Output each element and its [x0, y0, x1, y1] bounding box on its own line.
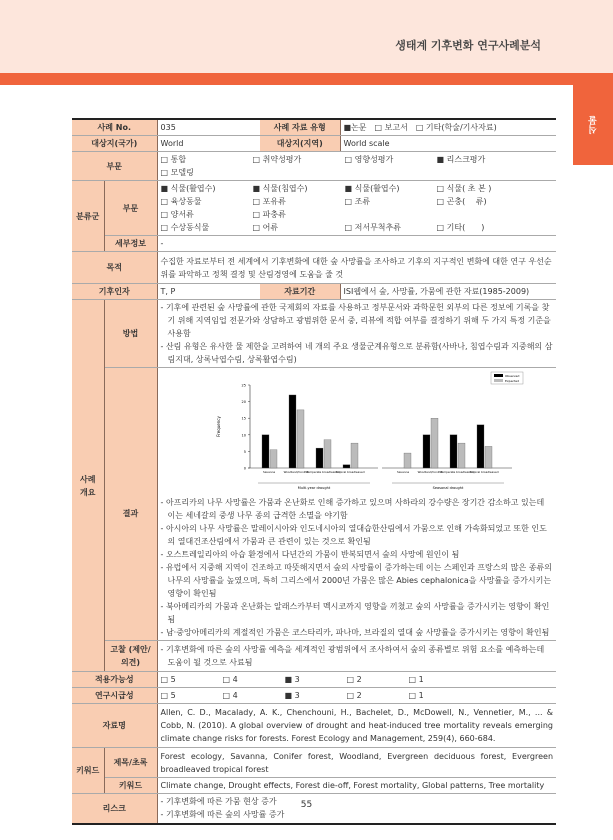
detail-value: - [157, 236, 556, 252]
source-value: Allen, C. D., Macalady, A. K., Chenchouni, H., Bachelet, D., McDowell, N., Vennetier, M., ... & Cobb, N. (2010). A global overview of drought and heat-induced tree mortality reveals emerging climate change risks for forests. Forest Ecology and Management, 259(4), 660-684. [157, 704, 556, 748]
taxon-option[interactable]: □ 식물( 초 본 ) [436, 184, 492, 193]
taxon-option[interactable]: □ 기타( ) [436, 223, 485, 232]
taxon-option[interactable]: □ 수상동식물 [160, 223, 210, 232]
header-title: 생태계 기후변화 연구사례분석 [395, 39, 541, 52]
country-label: 대상지(국가) [72, 136, 157, 152]
discussion-label: 고찰 (제안/의견) [104, 641, 157, 672]
taxon-option[interactable]: □ 파충류 [252, 210, 286, 219]
case-no-value: 035 [157, 119, 260, 136]
x-tick-label: Savanna [262, 470, 275, 474]
checkbox-option[interactable]: □ 2 [346, 675, 362, 684]
bar [343, 465, 350, 468]
taxon-option[interactable]: □ 육상동물 [160, 197, 202, 206]
urgency-options [157, 688, 556, 704]
checkbox-option[interactable]: ■논문 [343, 123, 367, 132]
bar [423, 435, 430, 468]
checkbox-option[interactable]: □ 기타(학술/기사자료) [415, 123, 497, 132]
risk-label: 리스크 [72, 794, 157, 824]
group-label: Seasonal drought [432, 486, 463, 490]
checkbox-option[interactable]: ■ 리스크평가 [436, 155, 486, 164]
checkbox-option[interactable]: □ 통합 [160, 155, 187, 164]
taxon-options [157, 181, 556, 236]
bar [351, 443, 358, 468]
applicability-options [157, 672, 556, 688]
list-item: - 기후변화에 따른 가뭄 현상 증가 [160, 797, 277, 807]
taxon-option[interactable]: □ 어류 [252, 223, 279, 232]
region-value: World scale [340, 136, 556, 152]
y-tick-label: 0 [243, 466, 246, 471]
bar [477, 425, 484, 468]
legend-label: Expected [504, 379, 519, 383]
list-item: - 아시아의 나무 사망률은 말레이시아와 인도네시아의 열대습한산림에서 가뭄으로 인해 가속화되었고 또한 인도의 열대건조산림에서 가뭄과 큰 관련이 있는 것으로 확인됨 [160, 524, 547, 546]
period-value: ISI웹에서 숲, 사망률, 가뭄에 관한 자료(1985-2009) [340, 284, 556, 300]
page-header [0, 0, 613, 73]
y-axis-label: Frequency [215, 416, 221, 437]
x-tick-label: Temperate broadleaved [439, 470, 474, 474]
header-stripe [0, 73, 613, 85]
page-number: 55 [300, 800, 313, 810]
keywords-label: 키워드 [72, 748, 104, 794]
y-tick-label: 25 [241, 383, 246, 388]
taxon-sub-label: 부문 [104, 181, 157, 236]
checkbox-option[interactable]: □ 모델링 [160, 168, 194, 177]
type-options [340, 119, 556, 136]
method-label: 방법 [104, 300, 157, 368]
source-label: 자료명 [72, 704, 157, 748]
taxon-option[interactable]: ■ 식물(침엽수) [252, 184, 308, 193]
case-no-label: 사례 No. [72, 119, 157, 136]
bar [404, 453, 411, 468]
legend-swatch [494, 379, 503, 382]
bar-chart [158, 368, 555, 495]
discussion-text: - 기후변화에 따른 숲의 사망률 예측을 세계적인 광범위에서 조사하여서 숲의 종류별로 위험 요소를 예측하는데 도움이 될 것으로 사료됨 [160, 645, 545, 667]
bar [450, 435, 457, 468]
x-tick-label: Tropical broadleaved [469, 470, 499, 474]
x-tick-label: Temperate broadleaved [305, 470, 340, 474]
bar [297, 410, 304, 468]
list-item: - 기후변화에 따른 숲의 사망률 증가 [160, 810, 285, 820]
bar [458, 443, 465, 468]
legend-label: Observed [504, 374, 519, 378]
side-tab-label: 식물 [588, 116, 599, 134]
case-table [72, 118, 556, 825]
taxon-label: 분류군 [72, 181, 104, 252]
checkbox-option[interactable]: □ 2 [346, 691, 362, 700]
kw-label: 키워드 [104, 778, 157, 794]
x-tick-label: Woodland/Conifer [283, 470, 308, 474]
region-label: 대상지(지역) [260, 136, 340, 152]
checkbox-option[interactable]: □ 1 [408, 675, 424, 684]
taxon-option[interactable]: □ 곤충( 류) [436, 197, 487, 206]
bar [316, 448, 323, 468]
bar [262, 435, 269, 468]
climate-value: T, P [157, 284, 260, 300]
checkbox-option[interactable]: □ 4 [222, 691, 238, 700]
y-tick-label: 5 [243, 449, 246, 454]
detail-label: 세부정보 [104, 236, 157, 252]
list-item: - 산림 유형은 유사한 물 제한을 고려하여 네 개의 주요 생물군계유형으로 분류함(사바나, 침엽수림과 지중해의 삼림지대, 상록낙엽수림, 상록활엽수림) [160, 342, 553, 364]
urgency-label: 연구시급성 [72, 688, 157, 704]
y-tick-label: 15 [241, 416, 246, 421]
climate-label: 기후인자 [72, 284, 157, 300]
result-label: 결과 [104, 368, 157, 641]
kw-value: Climate change, Drought effects, Forest die-off, Forest mortality, Global patterns, Tree mortality [157, 778, 556, 794]
list-item: - 아프리카의 나무 사망률은 가뭄과 온난화로 인해 증가하고 있으며 사하라의 강수량은 장기간 감소하고 있는데 이는 세네갈의 중생 나무 종의 급격한 소멸을 야기함 [160, 498, 545, 520]
checkbox-option[interactable]: □ 1 [408, 691, 424, 700]
y-tick-label: 20 [241, 400, 246, 405]
x-tick-label: Woodland/Conifer [417, 470, 442, 474]
list-item: - 남·중앙아메리카의 계절적인 가뭄은 코스타리카, 파나마, 브라질의 열대 숲 사망률을 증가시키는 영향이 확인됨 [160, 628, 550, 637]
bar [324, 440, 331, 468]
list-item: - 북아메리카의 가뭄과 온난화는 알래스카부터 멕시코까지 영향을 끼쳤고 숲의 사망률을 증가시키는 영향이 확인됨 [160, 602, 550, 624]
checkbox-option[interactable]: □ 5 [160, 675, 176, 684]
checkbox-option[interactable]: □ 영향성평가 [344, 155, 394, 164]
taxon-option[interactable]: ■ 식물(활엽수) [160, 184, 216, 193]
checkbox-option[interactable]: □ 4 [222, 675, 238, 684]
group-label: Multi-year drought [297, 486, 330, 490]
applicability-label: 적용가능성 [72, 672, 157, 688]
bar [485, 446, 492, 468]
taxon-option[interactable]: □ 양서류 [160, 210, 194, 219]
bar [289, 395, 296, 468]
country-value: World [157, 136, 260, 152]
taxon-option[interactable]: □ 저서무척추류 [344, 223, 401, 232]
legend-swatch [494, 374, 503, 377]
title-keywords-label: 제목/초록 [104, 748, 157, 778]
period-label: 자료기간 [260, 284, 340, 300]
bar [431, 418, 438, 468]
taxon-option[interactable]: □ 포유류 [252, 197, 286, 206]
sector-options [157, 152, 556, 181]
x-tick-label: Tropical broadleaved [335, 470, 365, 474]
method-list [161, 301, 554, 366]
overview-label: 사례 개요 [72, 300, 104, 672]
list-item: - 유럽에서 지중해 지역이 건조하고 따뜻해지면서 숲의 사망률이 증가하는데 이는 스페인과 프랑스의 많은 종류의 나무의 사망률을 높였으며, 특히 그리스에서 2000년 가뭄은 많은 Abies cephalonica을 사망률을 증가시키는 영향이 확인됨 [160, 563, 552, 598]
checkbox-option[interactable]: □ 보고서 [374, 123, 408, 132]
purpose-value: 수집한 자료로부터 전 세계에서 기후변화에 대한 숲 사망률을 조사하고 기후의 지구적인 변화에 대한 연구 우선순위를 파악하고 정책 결정 및 산림경영에 도움을 줄 것 [157, 252, 556, 284]
checkbox-option[interactable]: □ 취약성평가 [252, 155, 302, 164]
checkbox-option[interactable]: ■ 3 [284, 675, 300, 684]
sector-label: 부문 [72, 152, 157, 181]
checkbox-option[interactable]: □ 5 [160, 691, 176, 700]
type-label: 사례 자료 유형 [260, 119, 340, 136]
title-keywords-value: Forest ecology, Savanna, Conifer forest, Woodland, Evergreen deciduous forest, Evergreen broadleaved tropical forest [157, 748, 556, 778]
y-tick-label: 10 [241, 433, 246, 438]
list-item: - 기후에 관련된 숲 사망률에 관한 국제회의 자료를 사용하고 정부문서와 과학문헌 외부의 다른 정보에 기록을 찾기 위해 지역임업 전문가와 상담하고 광범위한 문서 중, 리뷰에 적합 여부를 결정하기 위해 두 가지 특정 기준을 사용함 [160, 303, 551, 338]
taxon-option[interactable]: □ 조류 [344, 197, 371, 206]
taxon-option[interactable]: ■ 식물(활엽수) [344, 184, 400, 193]
purpose-label: 목적 [72, 252, 157, 284]
list-item: - 오스트레일리아의 아습 환경에서 다년간의 가뭄이 반복되면서 숲의 사망에 원인이 됨 [160, 550, 460, 559]
side-tab[interactable] [573, 85, 613, 165]
checkbox-option[interactable]: ■ 3 [284, 691, 300, 700]
result-list [158, 495, 557, 640]
x-tick-label: Savanna [396, 470, 409, 474]
bar [270, 450, 277, 468]
